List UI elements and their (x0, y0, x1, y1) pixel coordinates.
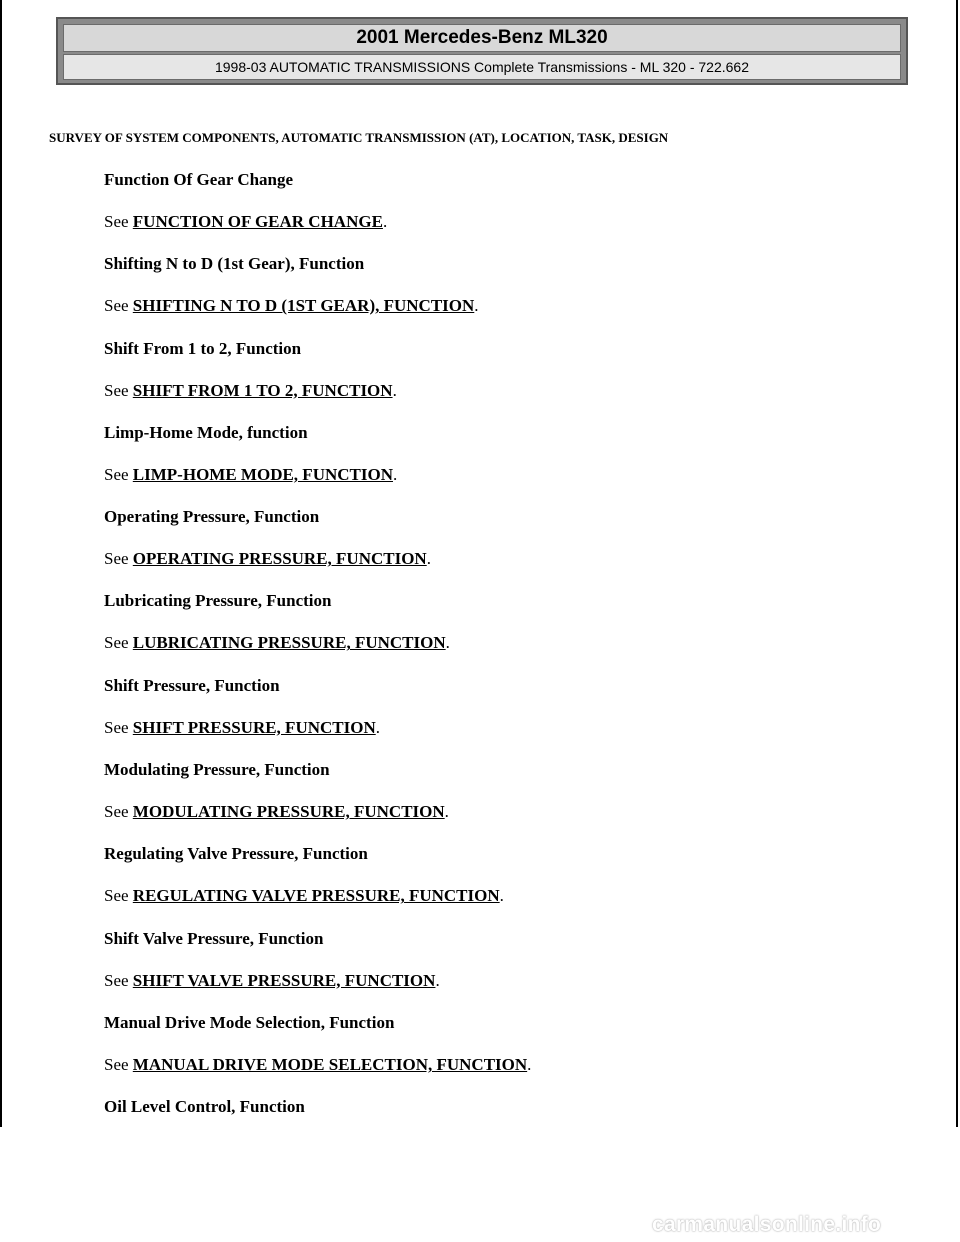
see-reference (104, 884, 904, 926)
period: . (527, 1054, 532, 1074)
section-item (104, 589, 904, 673)
section-heading: Shift From 1 to 2, Function (104, 338, 302, 358)
see-reference (104, 294, 904, 336)
see-reference (104, 1053, 904, 1095)
period: . (392, 380, 397, 400)
see-reference (104, 716, 904, 758)
see-prefix: See (104, 212, 133, 231)
period: . (474, 296, 479, 316)
period: . (426, 549, 431, 569)
cross-reference-link[interactable]: LIMP-HOME MODE, FUNCTION (132, 464, 393, 484)
cross-reference-link[interactable]: MANUAL DRIVE MODE SELECTION, FUNCTION (132, 1054, 528, 1074)
header-title: 2001 Mercedes-Benz ML320 (63, 24, 901, 52)
section-item (104, 252, 904, 336)
see-prefix: See (104, 970, 133, 990)
section-heading: Function Of Gear Change (104, 170, 294, 189)
see-prefix: See (104, 380, 133, 400)
section-heading: Shift Pressure, Function (104, 675, 280, 695)
section-heading: Shifting N to D (1st Gear), Function (104, 254, 365, 274)
see-reference (104, 800, 904, 842)
period: . (375, 717, 380, 737)
section-heading: Shift Valve Pressure, Function (104, 928, 324, 948)
cross-reference-link[interactable]: OPERATING PRESSURE, FUNCTION (132, 549, 427, 569)
cross-reference-link[interactable]: SHIFT PRESSURE, FUNCTION (132, 717, 376, 737)
see-prefix: See (104, 464, 133, 484)
see-reference (104, 631, 904, 673)
cross-reference-link[interactable]: SHIFT FROM 1 TO 2, FUNCTION (132, 380, 393, 400)
cross-reference-link[interactable]: REGULATING VALVE PRESSURE, FUNCTION (132, 886, 500, 906)
period: . (435, 970, 440, 990)
see-prefix: See (104, 296, 133, 316)
cross-reference-link[interactable]: MODULATING PRESSURE, FUNCTION (132, 802, 445, 822)
section-heading: Oil Level Control, Function (104, 1097, 305, 1117)
page-border-left (0, 0, 2, 1127)
section-heading: Modulating Pressure, Function (104, 760, 330, 780)
see-reference (104, 379, 904, 421)
period: . (444, 802, 449, 822)
section-item (104, 842, 904, 926)
header-subtitle: 1998-03 AUTOMATIC TRANSMISSIONS Complete Transmissions - ML 320 - 722.662 (63, 54, 901, 80)
see-prefix: See (104, 886, 133, 906)
document-header (56, 17, 908, 85)
cross-reference-link[interactable]: SHIFT VALVE PRESSURE, FUNCTION (132, 970, 436, 990)
section-item (104, 505, 904, 589)
cross-reference-link[interactable]: FUNCTION OF GEAR CHANGE (132, 212, 383, 231)
section-title: SURVEY OF SYSTEM COMPONENTS, AUTOMATIC TRANSMISSION (AT), LOCATION, TASK, DESIGN (49, 130, 669, 145)
see-prefix: See (104, 717, 133, 737)
section-item (104, 337, 904, 421)
section-item (104, 1011, 904, 1095)
see-prefix: See (104, 802, 133, 822)
section-item (104, 674, 904, 758)
see-prefix: See (104, 633, 133, 653)
period: . (392, 464, 398, 484)
section-item (104, 421, 904, 505)
see-prefix: See (104, 549, 133, 569)
section-heading: Regulating Valve Pressure, Function (104, 844, 368, 864)
period: . (445, 633, 450, 653)
section-item (104, 168, 904, 252)
section-heading: Limp-Home Mode, function (104, 422, 308, 442)
section-item (104, 927, 904, 1011)
section-item (104, 1095, 904, 1179)
see-reference (104, 547, 904, 589)
cross-reference-link[interactable]: LUBRICATING PRESSURE, FUNCTION (132, 633, 446, 653)
period: . (382, 212, 388, 231)
see-prefix: See (104, 1054, 133, 1074)
cross-reference-link[interactable]: SHIFTING N TO D (1ST GEAR), FUNCTION (132, 296, 475, 316)
section-item (104, 758, 904, 842)
period: . (499, 886, 504, 906)
section-heading: Manual Drive Mode Selection, Function (104, 1012, 395, 1032)
see-reference (104, 969, 904, 1011)
see-reference (104, 210, 904, 252)
see-reference (104, 463, 904, 505)
content-body (104, 168, 904, 1180)
watermark: carmanualsonline.info (652, 1213, 882, 1236)
section-heading: Operating Pressure, Function (104, 507, 320, 527)
section-heading: Lubricating Pressure, Function (104, 591, 332, 611)
page-border-right (956, 0, 958, 1127)
